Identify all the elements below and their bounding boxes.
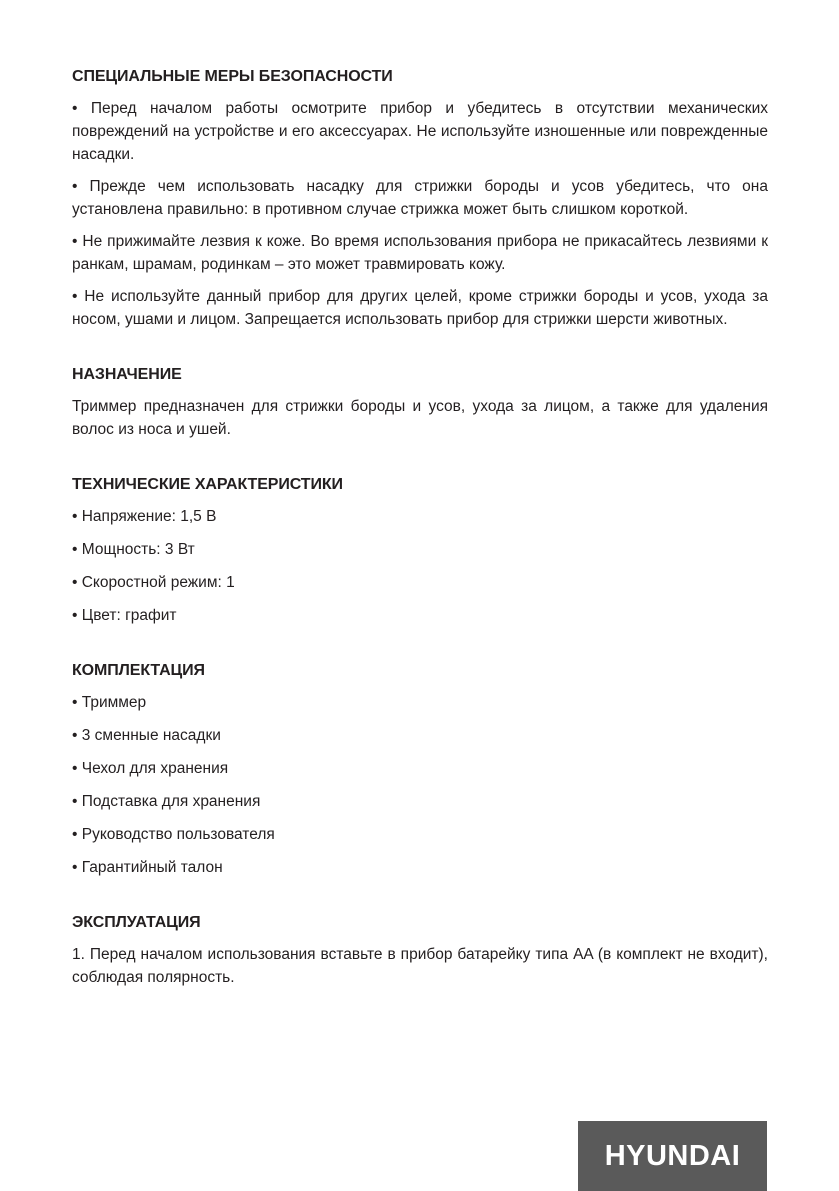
spec-item: • Мощность: 3 Вт bbox=[72, 541, 195, 558]
safety-paragraph: • Не используйте данный прибор для других целей, кроме стрижки бороды и усов, ухода за носом, ушами и лицом. Запрещается использовать прибор для стрижки шерсти животных. bbox=[72, 288, 768, 328]
section-safety bbox=[72, 66, 768, 331]
safety-paragraph: • Перед началом работы осмотрите прибор и убедитесь в отсутствии механических повреждений на устройстве и его аксессуарах. Не используйте изношенные или поврежденные насадки. bbox=[72, 100, 768, 163]
package-item: • Чехол для хранения bbox=[72, 760, 229, 777]
package-item: • Руководство пользователя bbox=[72, 826, 275, 843]
section-title-specs: ТЕХНИЧЕСКИЕ ХАРАКТЕРИСТИКИ bbox=[72, 476, 343, 493]
section-operation bbox=[72, 912, 768, 989]
section-title-package: КОМПЛЕКТАЦИЯ bbox=[72, 662, 205, 679]
section-purpose bbox=[72, 364, 768, 441]
section-title-safety: СПЕЦИАЛЬНЫЕ МЕРЫ БЕЗОПАСНОСТИ bbox=[72, 68, 393, 85]
document-body bbox=[72, 66, 768, 1022]
spec-item: • Скоростной режим: 1 bbox=[72, 574, 235, 591]
section-package bbox=[72, 660, 768, 879]
operation-paragraph: 1. Перед началом использования вставьте в прибор батарейку типа AA (в комплект не входит), соблюдая полярность. bbox=[72, 946, 768, 986]
brand-logo bbox=[578, 1121, 767, 1191]
package-item: • 3 сменные насадки bbox=[72, 727, 221, 744]
section-title-operation: ЭКСПЛУАТАЦИЯ bbox=[72, 914, 201, 931]
spec-item: • Напряжение: 1,5 В bbox=[72, 508, 217, 525]
package-item: • Гарантийный талон bbox=[72, 859, 223, 876]
brand-logo-text: HYUNDAI bbox=[604, 1139, 741, 1172]
spec-item: • Цвет: графит bbox=[72, 607, 177, 624]
package-item: • Триммер bbox=[72, 694, 147, 711]
section-specs bbox=[72, 474, 768, 627]
package-item: • Подставка для хранения bbox=[72, 793, 261, 810]
safety-paragraph: • Прежде чем использовать насадку для стрижки бороды и усов убедитесь, что она установлена правильно: в противном случае стрижка может быть слишком короткой. bbox=[72, 178, 768, 218]
purpose-paragraph: Триммер предназначен для стрижки бороды и усов, ухода за лицом, а также для удаления волос из носа и ушей. bbox=[72, 398, 768, 438]
safety-paragraph: • Не прижимайте лезвия к коже. Во время использования прибора не прикасайтесь лезвиями к ранкам, шрамам, родинкам – это может травмировать кожу. bbox=[72, 233, 768, 273]
section-title-purpose: НАЗНАЧЕНИЕ bbox=[72, 366, 182, 383]
